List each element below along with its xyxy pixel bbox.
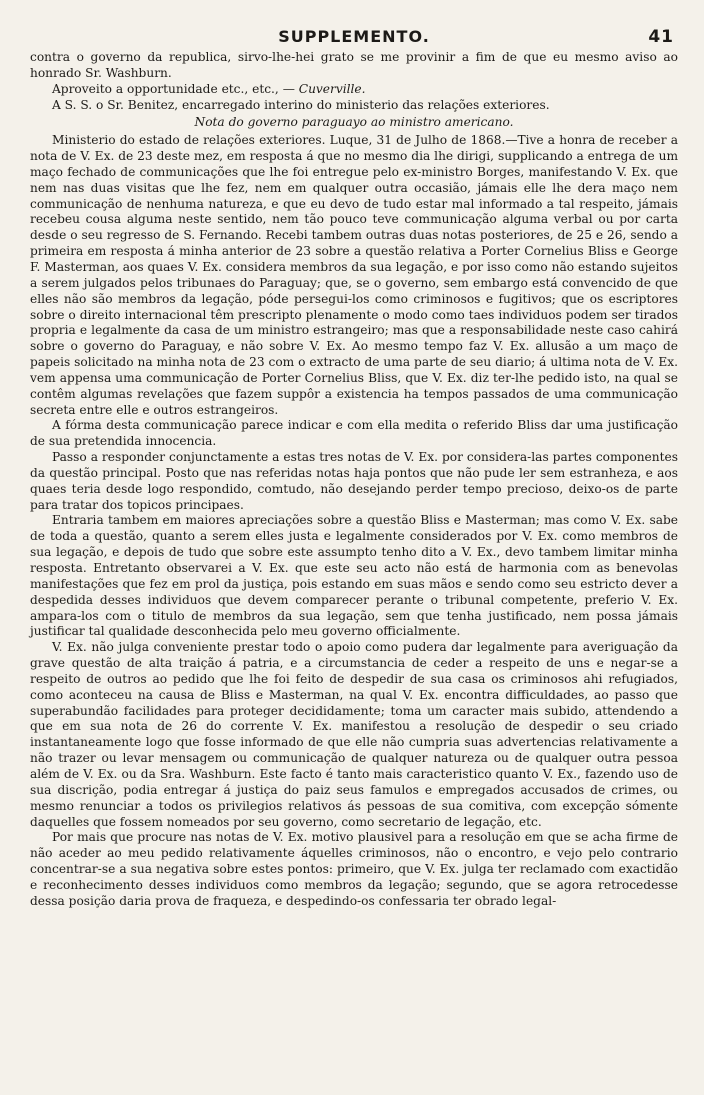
paragraph: A fórma desta communicação parece indicar e com ella medita o referido Bliss dar uma justificação de sua pretendida innocencia. <box>30 418 678 449</box>
running-header <box>30 24 678 50</box>
closing-formula: Aproveito a opportunidade etc., etc., <box>52 81 279 96</box>
article-body <box>30 50 678 910</box>
addressee-line: A S. S. o Sr. Benitez, encarregado interino do ministerio das relações exteriores. <box>52 97 550 112</box>
note-heading: Nota do governo paraguayo ao ministro americano. <box>194 115 514 130</box>
paragraph: Passo a responder conjunctamente a estas tres notas de V. Ex. por considera-las partes componentes da questão principal. Posto que nas referidas notas haja pontos que não pude ler sem estranheza, e aos quaes teria desde logo respondido, comtudo, não desejando perder tempo precioso, deixo-os de parte para tratar dos topicos principaes. <box>30 450 678 512</box>
paragraph: Entraria tambem em maiores apreciações sobre a questão Bliss e Masterman; mas como V. Ex. sabe de toda a questão, quanto a serem elles justa e legalmente considerados por V. Ex. como membros de sua legação, e depois de tudo que sobre este assumpto tenho dito a V. Ex., devo tambem limitar minha resposta. Entretanto observarei a V. Ex. que este seu acto não está de harmonia com as benevolas manifestações que fez em prol da justiça, pois estando em suas mãos e sendo como seu estricto dever a despedida desses individuos que devem comparecer perante o tribunal competente, preferio V. Ex. ampara-los com o titulo de membros da sua legação, sem que tenha justificado, nem possa jámais justificar tal qualidade desconhecida pelo meu governo officialmente. <box>30 513 678 639</box>
section-title: SUPPLEMENTO. <box>278 27 430 46</box>
signature: — Cuverville. <box>282 81 366 96</box>
paragraph: Ministerio do estado de relações exteriores. Luque, 31 de Julho de 1868.—Tive a honra de receber a nota de V. Ex. de 23 deste mez, em resposta á que no mesmo dia lhe dirigi, supplicando a entrega de um maço fechado de communicações que lhe foi entregue pelo ex-ministro Borges, manifestando V. Ex. que nem nas duas visitas que lhe fez, nem em qualquer outra occasião, jámais elle lhe dera maço nem communicação de nenhuma natureza, e que eu devo de tudo estar mal informado a tal respeito, jámais recebeu cousa alguma neste sentido, nem tão pouco teve communicação alguma verbal ou por carta desde o seu regresso de S. Fernando. Recebi tambem outras duas notas posteriores, de 25 e 26, sendo a primeira em resposta á minha anterior de 23 sobre a questão relativa a Porter Cornelius Bliss e George F. Masterman, aos quaes V. Ex. considera membros da sua legação, e por isso como não estando sujeitos a serem julgados pelos tribunaes do Paraguay; que, se o governo, sem embargo está convencido de que elles não são membros da legação, póde persegui-los como criminosos e fugitivos; que os escriptores sobre o direito internacional têm prescripto plenamente o modo como taes individuos podem ser tirados propria e legalmente da casa de um ministro estrangeiro; mas que a responsabilidade neste caso cahirá sobre o governo do Paraguay, e não sobre V. Ex. Ao mesmo tempo faz V. Ex. allusão a um maço de papeis solicitado na minha nota de 23 com o extracto de uma parte de seu diario; á ultima nota de V. Ex. vem appensa uma communicação de Porter Cornelius Bliss, que V. Ex. diz ter-lhe pedido isto, na qual se contêm algumas revelações que fazem suppôr a existencia ha tempos passados de uma communicação secreta entre elle e outros estrangeiros. <box>30 133 678 417</box>
paragraph: contra o governo da republica, sirvo-lhe-hei grato se me provinir a fim de que eu mesmo aviso ao honrado Sr. Washburn. <box>30 50 678 80</box>
paragraph: V. Ex. não julga conveniente prestar todo o apoio como pudera dar legalmente para averiguação da grave questão de alta traição á patria, e a circumstancia de ceder a respeito de uns e negar-se a respeito de outros ao pedido que lhe foi feito de despedir de sua casa os criminosos ahi refugiados, como aconteceu na causa de Bliss e Masterman, na qual V. Ex. encontra difficuldades, ao passo que superabundão facilidades para proteger decididamente; toma um caracter mais subido, attendendo a que em sua nota de 26 do corrente V. Ex. manifestou a resolução de despedir o seu criado instantaneamente logo que fosse informado de que elle não cumpria suas advertencias relativamente a não trazer ou levar mensagem ou communicação de qualquer natureza ou de qualquer outra pessoa além de V. Ex. ou da Sra. Washburn. Este facto é tanto mais caracteristico quanto V. Ex., fazendo uso de sua discrição, podia entregar á justiça do paiz seus famulos e empregados accusados de crimes, ou mesmo renunciar a todos os privilegios relativos ás pessoas de sua comitiva, com excepção sómente daquelles que fossem nomeados por seu governo, como secretario de legação, etc. <box>30 640 678 829</box>
page-number: 41 <box>648 27 674 47</box>
paragraph: Por mais que procure nas notas de V. Ex. motivo plausivel para a resolução em que se acha firme de não aceder ao meu pedido relativamente áquelles criminosos, não o encontro, e vejo pelo contrario concentrar-se a sua negativa sobre estes pontos: primeiro, que V. Ex. julga ter reclamado com exactidão e reconhecimento desses individuos como membros da legação; segundo, que se agora retrocedesse dessa posição daria prova de fraqueza, e despedindo-os confessaria ter obrado legal- <box>30 830 678 908</box>
closing-line <box>30 82 678 98</box>
